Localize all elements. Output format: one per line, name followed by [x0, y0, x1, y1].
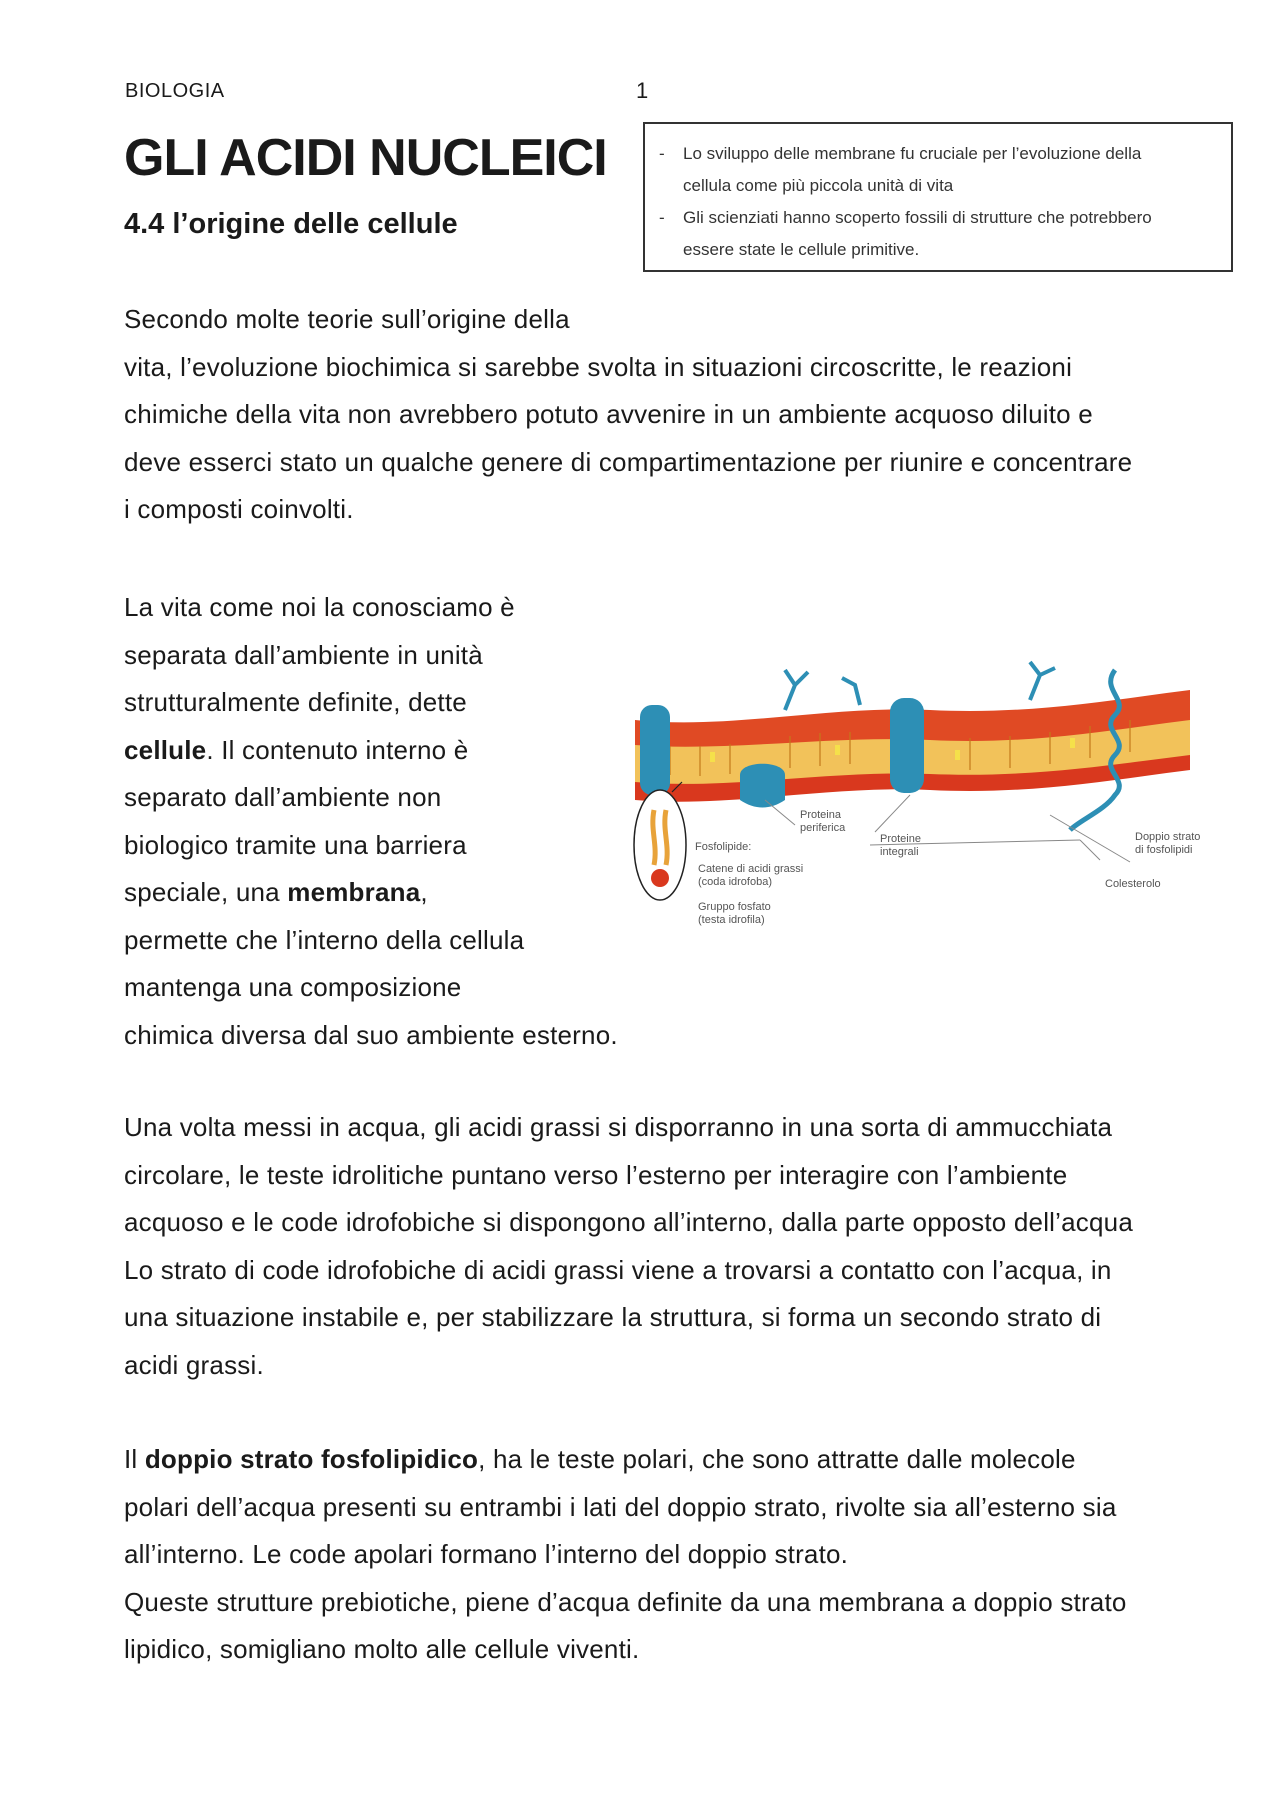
text-fragment: , ha le teste polari, che sono attratte dalle molecole — [478, 1444, 1076, 1474]
page-number: 1 — [636, 78, 649, 103]
text-fragment: Il — [124, 1444, 145, 1474]
text-line: una situazione instabile e, per stabilizzare la struttura, si forma un secondo strato di — [124, 1302, 1102, 1332]
label-proteina-periferica: periferica — [800, 822, 846, 834]
keyword-membrana: membrana — [287, 877, 421, 907]
note-line: essere state le cellule primitive. — [683, 240, 920, 259]
text-line: separata dall’ambiente in unità — [124, 639, 483, 670]
label-catene: (coda idrofoba) — [698, 876, 772, 888]
text-line — [124, 869, 644, 917]
inset-head — [651, 869, 669, 887]
text-line: vita, l’evoluzione biochimica si sarebbe svolta in situazioni circoscritte, le reazioni — [124, 351, 1073, 382]
label-fosfolipide: Fosfolipide: — [695, 841, 752, 853]
keyword-doppio-strato: doppio strato fosfolipidico — [144, 1444, 479, 1474]
text-fragment: , — [420, 877, 428, 907]
text-line: circolare, le teste idrolitiche puntano verso l’esterno per interagire con l’ambiente — [124, 1159, 1068, 1190]
note-item — [659, 138, 1213, 202]
text-line: acidi grassi. — [124, 1349, 264, 1380]
paragraph-bilayer — [124, 1436, 1204, 1674]
keyword-cellule: cellule — [124, 734, 207, 765]
inset-tail-right — [665, 810, 667, 865]
integral-protein-middle — [890, 698, 924, 793]
page-title: GLI ACIDI NUCLEICI — [124, 129, 607, 187]
note-line: Gli scienziati hanno scoperto fossili di strutture che potrebbero — [683, 208, 1152, 227]
text-line: biologico tramite una barriera — [124, 829, 467, 860]
text-fragment: speciale, una — [124, 877, 288, 907]
note-line: cellula come più piccola unità di vita — [683, 176, 954, 195]
text-line: deve esserci stato un qualche genere di compartimentazione per riunire e concentrare — [124, 446, 1133, 477]
inset-tail-left — [653, 810, 655, 865]
text-line: acquoso e le code idrofobiche si dispongono all’interno, dalla parte opposto dell’acqua — [124, 1207, 1133, 1237]
text-line: permette che l’interno della cellula — [124, 924, 525, 955]
membrane-diagram — [610, 650, 1210, 950]
text-line: Lo strato di code idrofobiche di acidi grassi viene a trovarsi a contatto con l’acqua, in — [124, 1254, 1112, 1285]
label-proteine-integrali: Proteine — [880, 833, 921, 845]
section-subtitle: 4.4 l’origine delle cellule — [124, 208, 458, 240]
notes-box — [643, 122, 1233, 272]
text-line: La vita come noi la conosciamo è — [124, 592, 515, 622]
text-line: chimica diversa dal suo ambiente esterno. — [124, 1019, 618, 1050]
text-line — [124, 1436, 1204, 1484]
integral-protein-left — [640, 705, 670, 795]
peripheral-protein — [740, 764, 785, 808]
text-line: mantenga una composizione — [124, 972, 462, 1002]
text-line — [124, 727, 644, 775]
label-proteine-integrali: integrali — [880, 846, 919, 858]
label-catene: Catene di acidi grassi — [698, 863, 804, 875]
label-doppio-strato: di fosfolipidi — [1135, 844, 1193, 856]
note-item — [659, 202, 1213, 266]
text-line: i composti coinvolti. — [124, 494, 354, 524]
label-gruppo-fosfato: Gruppo fosfato — [698, 901, 771, 913]
text-line: chimiche della vita non avrebbero potuto avvenire in un ambiente acquoso diluito e — [124, 399, 1093, 429]
paragraph-fatty-acids — [124, 1104, 1204, 1389]
label-proteina-periferica: Proteina — [800, 809, 841, 821]
label-gruppo-fosfato: (testa idrofila) — [698, 914, 765, 926]
text-line: lipidico, somigliano molto alle cellule viventi. — [124, 1634, 640, 1664]
paragraph-intro — [124, 296, 1174, 534]
paragraph-cells — [124, 584, 644, 1059]
subject-label: BIOLOGIA — [125, 80, 225, 102]
text-line: polari dell’acqua presenti su entrambi i lati del doppio strato, rivolte sia all’esterno sia — [124, 1491, 1117, 1522]
label-doppio-strato: Doppio strato — [1135, 831, 1201, 843]
label-colesterolo: Colesterolo — [1105, 878, 1161, 890]
text-line: all’interno. Le code apolari formano l’interno del doppio strato. — [124, 1539, 849, 1569]
note-line: Lo sviluppo delle membrane fu cruciale per l’evoluzione della — [683, 144, 1142, 163]
text-line: Una volta messi in acqua, gli acidi grassi si disporranno in una sorta di ammucchiata — [124, 1112, 1113, 1142]
text-line: Secondo molte teorie sull’origine della — [124, 304, 570, 334]
text-line: strutturalmente definite, dette — [124, 687, 467, 717]
text-line: Queste strutture prebiotiche, piene d’acqua definite da una membrana a doppio strato — [124, 1586, 1127, 1617]
text-line: separato dall’ambiente non — [124, 782, 442, 812]
text-fragment: . Il contenuto interno è — [206, 734, 469, 765]
